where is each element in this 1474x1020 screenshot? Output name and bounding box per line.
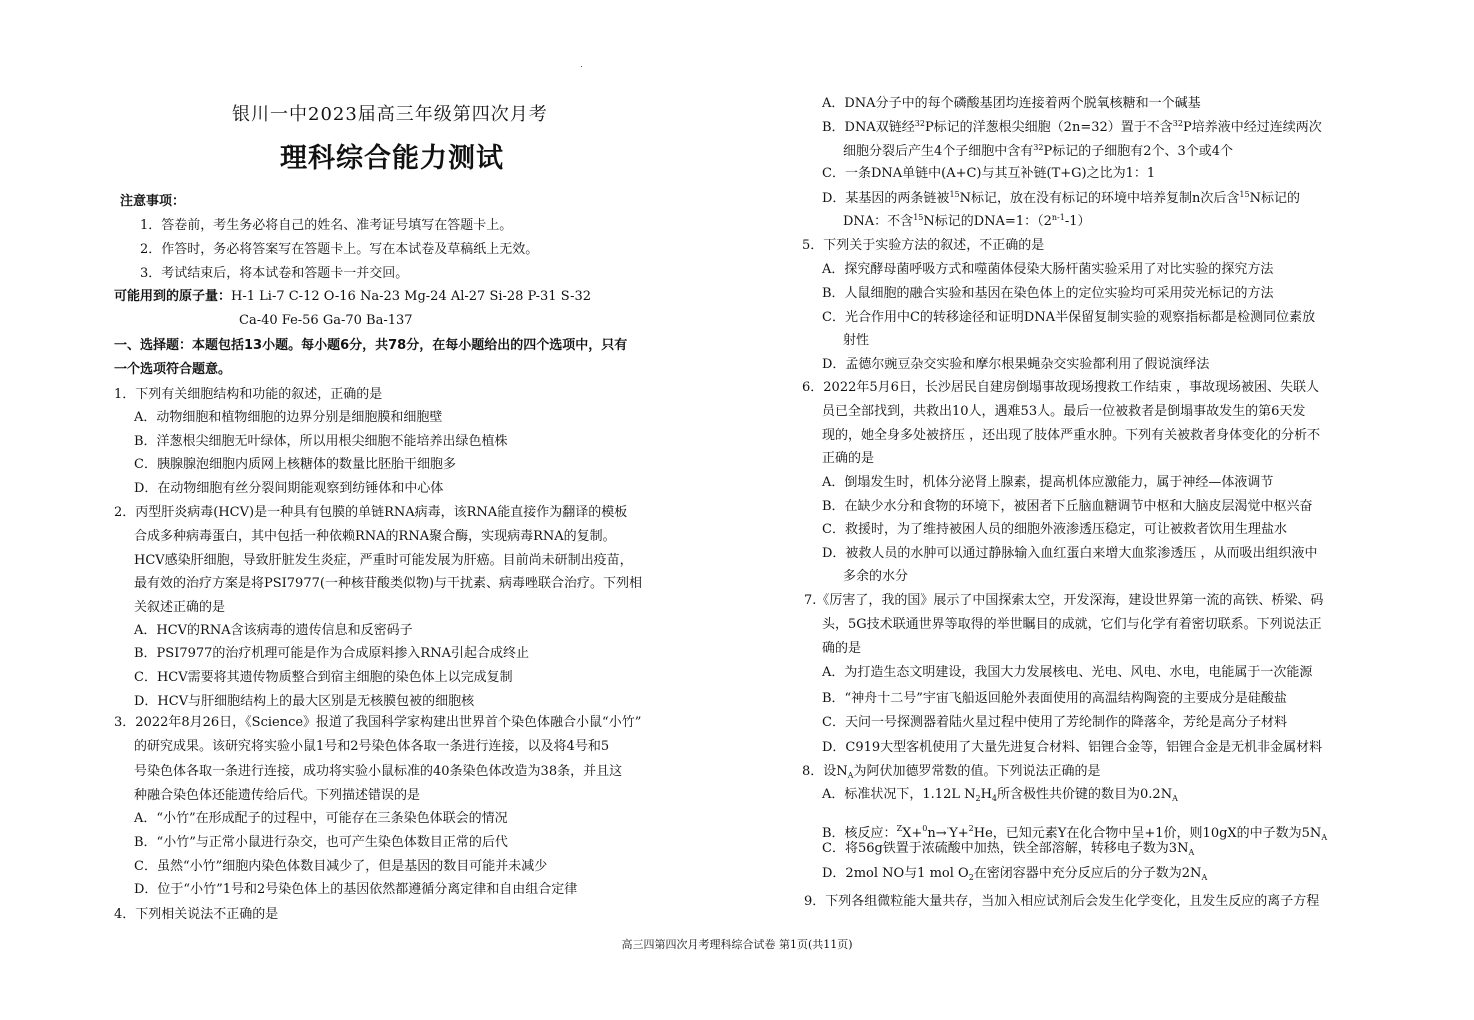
notice-item: 2．作答时，务必将答案写在答题卡上。写在本试卷及草稿纸上无效。 — [140, 242, 539, 257]
exam-title: 银川一中2023届高三年级第四次月考 — [232, 104, 548, 125]
q4-option-d: D．某基因的两条链被$^{15}$N标记，放在没有标记的环境中培养复制n次后含$^{15}$N标记的 — [822, 190, 1300, 206]
atomic-line-2: Ca-40 Fe-56 Ga-70 Ba-137 — [239, 313, 413, 328]
question-line: 5．下列关于实验方法的叙述，不正确的是 — [802, 238, 1045, 253]
question-line: 正确的是 — [822, 451, 875, 466]
question-line: A．倒塌发生时，机体分泌肾上腺素，提高机体应激能力，属于神经—体液调节 — [822, 475, 1274, 490]
question-line: D．被救人员的水肿可以通过静脉输入血红蛋白来增大血浆渗透压 ，从而吸出组织液中 — [822, 546, 1318, 561]
question-line: A．HCV的RNA含该病毒的遗传信息和反密码子 — [134, 623, 413, 638]
question-line: 多余的水分 — [843, 569, 909, 584]
q8-option-b: B．核反应：$^Z$X+$^0$n→·Y+$^2$He，已知元素Y在化合物中呈+1价，则10gX的中子数为$5N_A$ — [822, 824, 1328, 842]
question-line: B．“神舟十二号”宇宙飞船返回舱外表面使用的高温结构陶瓷的主要成分是硅酸盐 — [822, 691, 1287, 706]
question-line: 6．2022年5月6日，长沙居民自建房倒塌事故现场搜救工作结束 ，事故现场被困、失联人 — [802, 380, 1320, 395]
page-footer: 高三四第四次月考理科综合试卷 第1页(共11页) — [621, 938, 853, 951]
question-line: A．动物细胞和植物细胞的边界分别是细胞膜和细胞壁 — [134, 410, 443, 425]
notice-heading: 注意事项： — [120, 194, 186, 209]
question-line: 2．丙型肝炎病毒(HCV)是一种具有包膜的单链RNA病毒，该RNA能直接作为翻译的模板 — [114, 505, 628, 520]
question-line: C．HCV需要将其遗传物质整合到宿主细胞的染色体上以完成复制 — [134, 670, 513, 685]
exam-subtitle: 理科综合能力测试 — [280, 143, 504, 174]
q4-option-c: C．一条DNA单链中(A+C)与其互补链(T+G)之比为1：1 — [822, 166, 1156, 181]
atomic-label: 可能用到的原子量： — [114, 289, 232, 304]
question-line: 3．2022年8月26日，《Science》报道了我国科学家构建出世界首个染色体融合小鼠“小竹” — [114, 715, 642, 730]
question-line: 头，5G技术联通世界等取得的举世瞩目的成就，它们与化学有着密切联系。下列说法正 — [822, 617, 1322, 632]
notice-item: 3．考试结束后，将本试卷和答题卡一并交回。 — [140, 266, 409, 281]
question-line: 7.《厉害了，我的国》展示了中国探索太空，开发深海，建设世界第一流的高铁、桥梁、码 — [804, 593, 1324, 608]
question-line: D．位于“小竹”1号和2号染色体上的基因依然都遵循分离定律和自由组合定律 — [134, 882, 578, 897]
question-line: 射性 — [843, 333, 870, 348]
question-line: 号染色体各取一条进行连接，成功将实验小鼠标准的40条染色体改造为38条，并且这 — [134, 764, 623, 779]
question-line: D．HCV与肝细胞结构上的最大区别是无核膜包被的细胞核 — [134, 694, 475, 709]
question-line: 的研究成果。该研究将实验小鼠1号和2号染色体各取一条进行连接，以及将4号和5 — [134, 739, 610, 754]
q4-option-b-cont: 细胞分裂后产生4个子细胞中含有$^{32}$P标记的子细胞有2个、3个或4个 — [843, 143, 1234, 159]
question-line: B．在缺少水分和食物的环境下，被困者下丘脑血糖调节中枢和大脑皮层渴觉中枢兴奋 — [822, 499, 1313, 514]
question-line: C．光合作用中C的转移途径和证明DNA半保留复制实验的观察指标都是检测同位素放 — [822, 310, 1316, 325]
q9-stem: 9．下列各组微粒能大量共存，当加入相应试剂后会发生化学变化，且发生反应的离子方程 — [804, 894, 1320, 909]
q4-option-a: A．DNA分子中的每个磷酸基团均连接着两个脱氧核糖和一个碱基 — [822, 96, 1201, 111]
question-line: 4．下列相关说法不正确的是 — [114, 907, 279, 922]
question-line: A．为打造生态文明建设，我国大力发展核电、光电、风电、水电，电能属于一次能源 — [822, 665, 1313, 680]
question-line: HCV感染肝细胞，导致肝脏发生炎症，严重时可能发展为肝癌。目前尚未研制出疫苗， — [134, 553, 633, 568]
question-line: 合成多种病毒蛋白，其中包括一种依赖RNA的RNA聚合酶，实现病毒RNA的复制。 — [134, 529, 616, 544]
question-line: B．PSI7977的治疗机理可能是作为合成原料掺入RNA引起合成终止 — [134, 646, 529, 661]
q8-stem: 8．设$N_A$为阿伏加德罗常数的值。下列说法正确的是 — [802, 764, 1101, 780]
question-line: 种融合染色体还能遗传给后代。下列描述错误的是 — [134, 788, 421, 803]
q8-option-d: D．2mol NO与1 mol $O_2$在密闭容器中充分反应后的分子数为$2N_A$ — [822, 866, 1208, 882]
section-heading-cont: 一个选项符合题意。 — [114, 362, 232, 377]
atomic-weights — [114, 289, 591, 305]
question-line: B．洋葱根尖细胞无叶绿体，所以用根尖细胞不能培养出绿色植株 — [134, 434, 508, 449]
question-line: 员已全部找到，共救出10人，遇难53人。最后一位被救者是倒塌事故发生的第6天发 — [822, 404, 1306, 419]
question-line: A．探究酵母菌呼吸方式和噬菌体侵染大肠杆菌实验采用了对比实验的探究方法 — [822, 262, 1274, 277]
question-line: D．C919大型客机使用了大量先进复合材料、铝锂合金等，铝锂合金是无机非金属材料 — [822, 740, 1323, 755]
question-line: C．虽然“小竹”细胞内染色体数目减少了，但是基因的数目可能并未减少 — [134, 859, 548, 874]
q8-option-a: A．标准状况下，1.12L $N_2H_4$所含极性共价键的数目为$0.2N_A$ — [822, 787, 1178, 803]
question-line: A．“小竹”在形成配子的过程中，可能存在三条染色体联会的情况 — [134, 811, 508, 826]
question-line: 关叙述正确的是 — [134, 600, 226, 615]
question-line: C．天问一号探测器着陆火星过程中使用了芳纶制作的降落伞，芳纶是高分子材料 — [822, 715, 1287, 730]
notice-item: 1．答卷前，考生务必将自己的姓名、准考证号填写在答题卡上。 — [140, 218, 513, 233]
question-line: C．胰腺腺泡细胞内质网上核糖体的数量比胚胎干细胞多 — [134, 457, 456, 472]
question-line: 1．下列有关细胞结构和功能的叙述，正确的是 — [114, 387, 383, 402]
section-heading: 一、选择题：本题包括13小题。每小题6分，共78分，在每小题给出的四个选项中，只有 — [114, 338, 628, 353]
question-line: 最有效的治疗方案是将PSI7977(一种核苷酸类似物)与干扰素、病毒唑联合治疗。下列相 — [134, 576, 643, 591]
question-line: 现的，她全身多处被挤压 ，还出现了肢体严重水肿。下列有关被救者身体变化的分析不 — [822, 428, 1321, 443]
question-line: D．在动物细胞有丝分裂间期能观察到纺锤体和中心体 — [134, 481, 444, 496]
question-line: C．救援时，为了维持被困人员的细胞外液渗透压稳定，可让被救者饮用生理盐水 — [822, 522, 1287, 537]
atomic-line-1: H-1 Li-7 C-12 O-16 Na-23 Mg-24 Al-27 Si-28 P-31 S-32 — [231, 289, 592, 304]
question-line: B．人鼠细胞的融合实验和基因在染色体上的定位实验均可采用荧光标记的方法 — [822, 286, 1274, 301]
q4-option-d-cont: DNA：不含$^{15}$N标记的DNA=1：（2$^{n-1}$-1） — [843, 213, 1091, 229]
question-line: 确的是 — [822, 641, 862, 656]
question-line: D．孟德尔豌豆杂交实验和摩尔根果蝇杂交实验都利用了假说演绎法 — [822, 357, 1210, 372]
q4-option-b: B．DNA双链经$^{32}$P标记的洋葱根尖细胞（2n=32）置于不含$^{32}$P培养液中经过连续两次 — [822, 119, 1322, 135]
q8-option-c: C．将56g铁置于浓硫酸中加热，铁全部溶解，转移电子数为$3N_A$ — [822, 841, 1195, 857]
scan-dot — [581, 66, 582, 67]
question-line: B．“小竹”与正常小鼠进行杂交，也可产生染色体数目正常的后代 — [134, 835, 508, 850]
